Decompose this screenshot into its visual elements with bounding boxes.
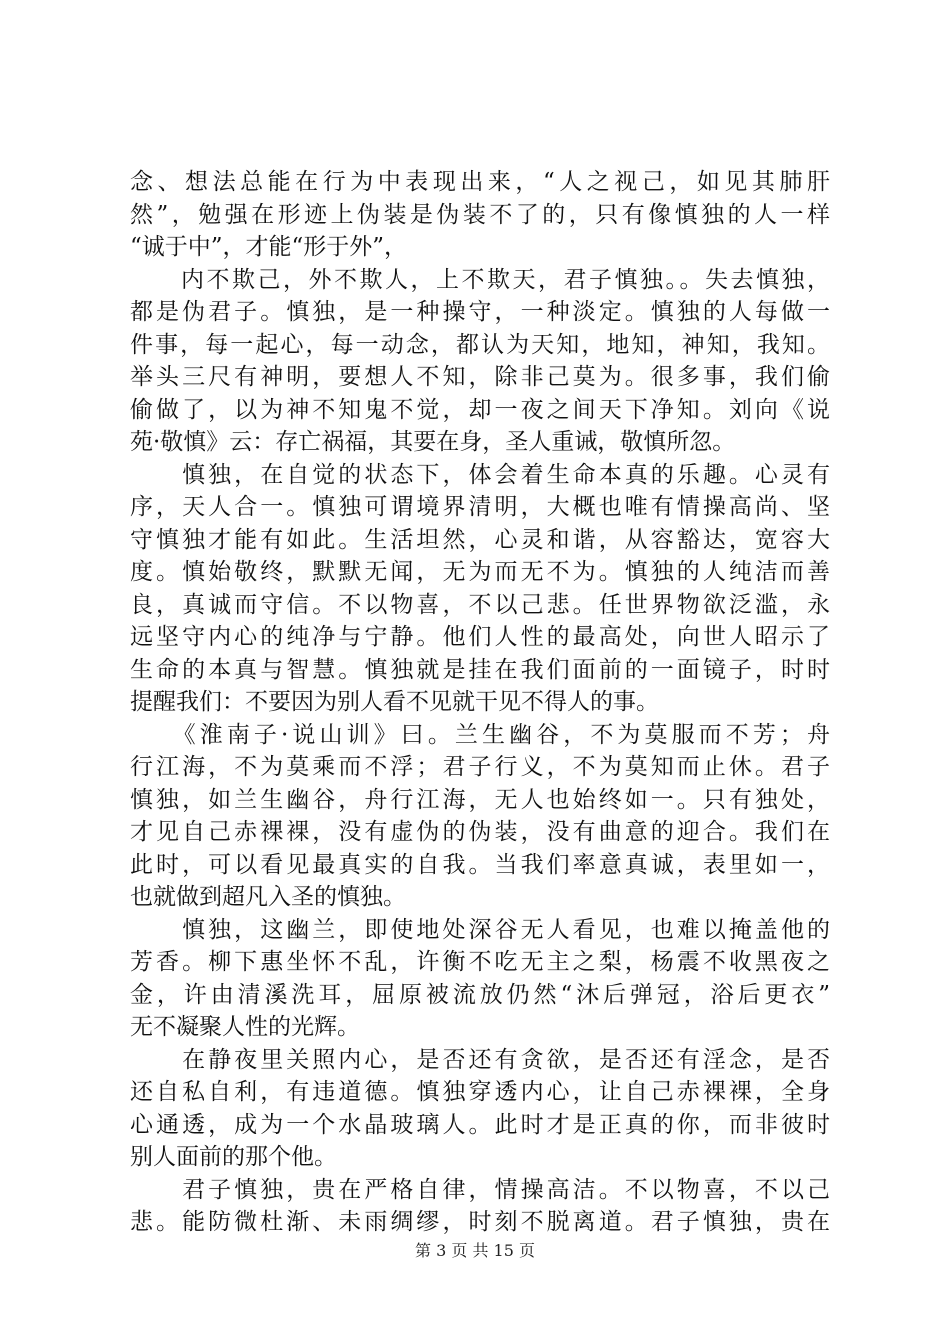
text-line: 君子慎独，贵在严格自律，情操高洁。不以物喜，不以己 bbox=[130, 1176, 830, 1203]
text-line: 才见自己赤裸裸，没有虚伪的伪装，没有曲意的迎合。我们在 bbox=[130, 819, 830, 845]
text-line: 此时，可以看见最真实的自我。当我们率意真诚，表里如一， bbox=[130, 851, 830, 878]
text-line: 念、想法总能在行为中表现出来，“人之视己，如见其肺肝 bbox=[130, 169, 830, 195]
text-line: 然”，勉强在形迹上伪装是伪装不了的，只有像慎独的人一样 bbox=[130, 201, 830, 228]
text-line: 守慎独才能有如此。生活坦然，心灵和谐，从容豁达，宽容大 bbox=[130, 526, 830, 553]
text-line: 也就做到超凡入圣的慎独。 bbox=[130, 884, 406, 910]
text-line: 生命的本真与智慧。慎独就是挂在我们面前的一面镜子，时时 bbox=[130, 656, 830, 683]
text-line: 序，天人合一。慎独可谓境界清明，大概也唯有情操高尚、坚 bbox=[130, 494, 830, 520]
text-line: 在静夜里关照内心，是否还有贪欲，是否还有淫念，是否 bbox=[130, 1046, 830, 1073]
text-line: 行江海，不为莫乘而不浮；君子行义，不为莫知而止休。君子 bbox=[130, 754, 830, 780]
text-line: 良，真诚而守信。不以物喜，不以己悲。任世界物欲泛滥，永 bbox=[130, 591, 830, 618]
text-line: 度。慎始敬终，默默无闻，无为而无不为。慎独的人纯洁而善 bbox=[130, 559, 830, 585]
text-line: 心通透，成为一个水晶玻璃人。此时才是正真的你，而非彼时 bbox=[130, 1111, 830, 1138]
text-line: 悲。能防微杜渐、未雨绸缪，时刻不脱离道。君子慎独，贵在 bbox=[130, 1209, 830, 1235]
text-line: 远坚守内心的纯净与宁静。他们人性的最高处，向世人昭示了 bbox=[130, 624, 830, 650]
text-line: 《淮南子·说山训》曰。兰生幽谷，不为莫服而不芳；舟 bbox=[130, 721, 830, 748]
text-line: 都是伪君子。慎独，是一种操守，一种淡定。慎独的人每做一 bbox=[130, 299, 830, 325]
document-body bbox=[130, 166, 830, 1239]
text-line: 件事，每一起心，每一动念，都认为天知，地知，神知，我知。 bbox=[130, 331, 830, 358]
text-line: 慎独，在自觉的状态下，体会着生命本真的乐趣。心灵有 bbox=[130, 461, 830, 488]
text-line: 还自私自利，有违道德。慎独穿透内心，让自己赤裸裸，全身 bbox=[130, 1079, 830, 1105]
text-line: 举头三尺有神明，要想人不知，除非己莫为。很多事，我们偷 bbox=[130, 364, 830, 390]
text-line: 提醒我们：不要因为别人看不见就干见不得人的事。 bbox=[130, 689, 659, 715]
text-line: 别人面前的那个他。 bbox=[130, 1144, 337, 1170]
text-line: 偷做了，以为神不知鬼不觉，却一夜之间天下净知。刘向《说 bbox=[130, 396, 830, 423]
text-line: 慎独，如兰生幽谷，舟行江海，无人也始终如一。只有独处， bbox=[130, 786, 830, 813]
text-line: “诚于中”，才能“形于外”， bbox=[130, 234, 408, 260]
page-footer: 第 3 页 共 15 页 bbox=[415, 1241, 535, 1260]
text-line: 慎独，这幽兰，即使地处深谷无人看见，也难以掩盖他的 bbox=[130, 916, 830, 943]
text-line: 金，许由清溪洗耳，屈原被流放仍然“沐后弹冠，浴后更衣” bbox=[130, 981, 830, 1008]
text-line: 无不凝聚人性的光辉。 bbox=[130, 1014, 360, 1040]
text-line: 芳香。柳下惠坐怀不乱，许衡不吃无主之梨，杨震不收黑夜之 bbox=[130, 949, 830, 975]
text-line: 内不欺己，外不欺人，上不欺天，君子慎独。。失去慎独， bbox=[130, 266, 830, 293]
text-line: 苑·敬慎》云：存亡祸福，其要在身，圣人重诫，敬慎所忽。 bbox=[130, 429, 736, 455]
